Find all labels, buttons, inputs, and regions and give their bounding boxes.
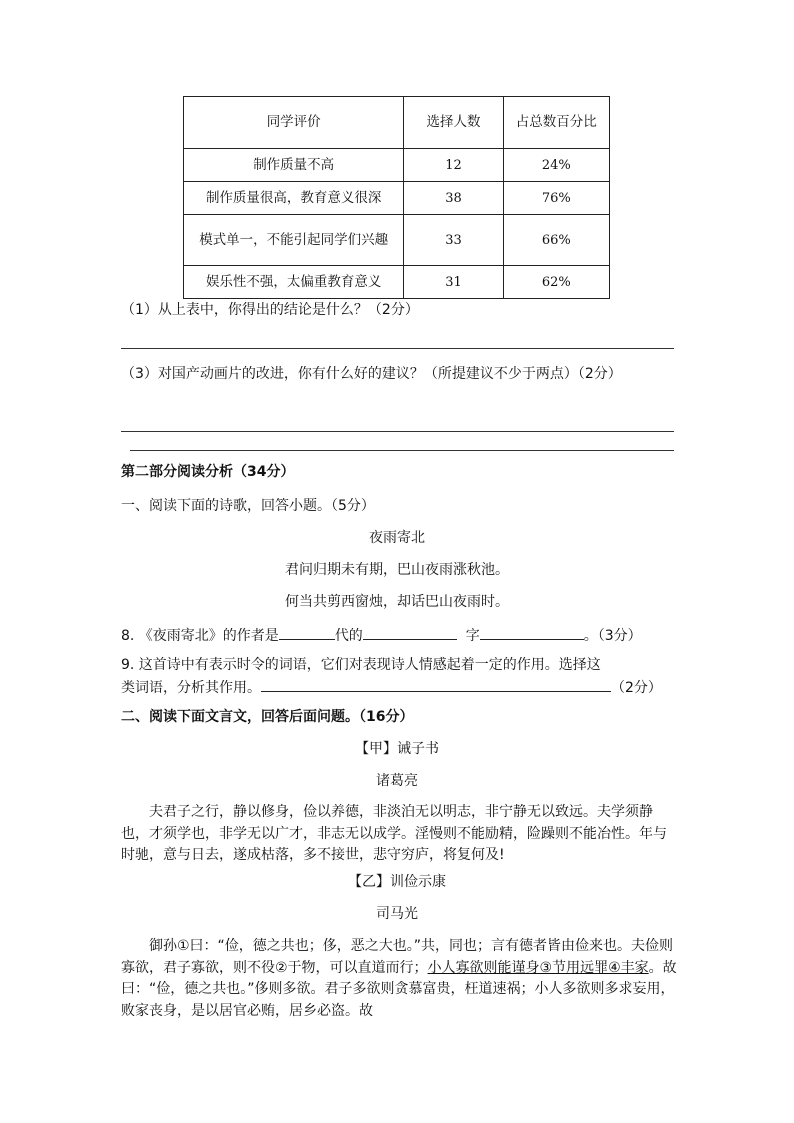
jia-title: 【甲】诫子书 — [355, 741, 439, 757]
cell-evaluation: 娱乐性不强，太偏重教育意义 — [184, 266, 404, 299]
survey-table — [183, 96, 610, 299]
header-count: 选择人数 — [404, 97, 503, 149]
q8-prefix: 8. 《夜雨寄北》的作者是 — [121, 628, 279, 644]
yi-text-underlined: 小人寡欲则能谨身③节用远罪④丰家 — [427, 959, 649, 976]
section2-title: 二、阅读下面文言文，回答后面问题。（16分） — [121, 709, 414, 725]
blank-q9[interactable] — [261, 676, 611, 692]
part2-title: 第二部分阅读分析（34分） — [121, 464, 295, 480]
cell-count: 33 — [404, 215, 503, 266]
cell-percent: 62% — [503, 266, 609, 299]
cell-count: 12 — [404, 149, 503, 182]
yi-text-a: 御孙①曰：“俭，德之共也；侈，恶之大也。”共，同也；言有德者皆由俭来也。夫俭则寡欲，君子寡欲，则不役②于物，可以直道而行； — [121, 938, 674, 976]
yi-author: 司马光 — [376, 906, 418, 922]
yi-text — [121, 936, 677, 1022]
question-8 — [121, 624, 642, 647]
question-9-line1: 9. 这首诗中有表示时令的词语，它们对表现诗人情感起着一定的作用。选择这 — [121, 657, 601, 673]
q8-mid1: 代的 — [334, 628, 363, 644]
q8-mid2: 字 — [465, 628, 480, 644]
header-percent: 占总数百分比 — [503, 97, 609, 149]
table-row — [184, 266, 610, 299]
table-row — [184, 215, 610, 266]
question-9-line2 — [121, 676, 662, 699]
q9-suffix: （2分） — [611, 680, 662, 696]
table-header-row — [184, 97, 610, 149]
poem-title: 夜雨寄北 — [369, 530, 425, 546]
yi-text-b: 。故曰：“俭，德之共也。”侈则多欲。君子多欲则贪慕富贵，枉道速祸；小人多欲则多求妄用，败家丧身，是以居官必贿，居乡必盗。故 — [121, 959, 677, 1019]
cell-count: 38 — [404, 182, 503, 215]
cell-count: 31 — [404, 266, 503, 299]
question-1: （1）从上表中，你得出的结论是什么？（2分） — [121, 302, 419, 318]
cell-evaluation: 制作质量很高，教育意义很深 — [184, 182, 404, 215]
table-row — [184, 182, 610, 215]
jia-text: 夫君子之行，静以修身，俭以养德，非淡泊无以明志，非宁静无以致远。夫学须静也，才须学也，非学无以广才，非志无以成学。淫慢则不能励精，险躁则不能冶性。年与时驰，意与日去，遂成枯落，多不接世，悲守穷庐，将复何及! — [121, 804, 667, 863]
cell-percent: 66% — [503, 215, 609, 266]
question-3: （3）对国产动画片的改进，你有什么好的建议？（所提建议不少于两点）（2分） — [121, 366, 622, 382]
cell-percent: 24% — [503, 149, 609, 182]
cell-evaluation: 模式单一，不能引起同学们兴趣 — [184, 215, 404, 266]
header-evaluation: 同学评价 — [184, 97, 404, 149]
jia-author: 诸葛亮 — [376, 773, 418, 789]
blank-author[interactable] — [363, 624, 457, 640]
answer-line-q3-1[interactable] — [121, 431, 674, 432]
poem-line-1: 君问归期未有期，巴山夜雨涨秋池。 — [285, 562, 509, 578]
answer-line-q3-2[interactable] — [130, 450, 674, 451]
blank-dynasty[interactable] — [279, 624, 335, 640]
yi-title: 【乙】训俭示康 — [348, 874, 446, 890]
q9-prefix: 类词语，分析其作用。 — [121, 680, 261, 696]
answer-line-q1[interactable] — [121, 348, 674, 349]
table-row — [184, 149, 610, 182]
poem-line-2: 何当共剪西窗烛，却话巴山夜雨时。 — [285, 594, 509, 610]
q8-suffix: 。（3分） — [583, 628, 642, 644]
section1-title: 一、阅读下面的诗歌，回答小题。（5分） — [121, 498, 375, 514]
cell-percent: 76% — [503, 182, 609, 215]
blank-courtesy-name[interactable] — [480, 624, 584, 640]
cell-evaluation: 制作质量不高 — [184, 149, 404, 182]
